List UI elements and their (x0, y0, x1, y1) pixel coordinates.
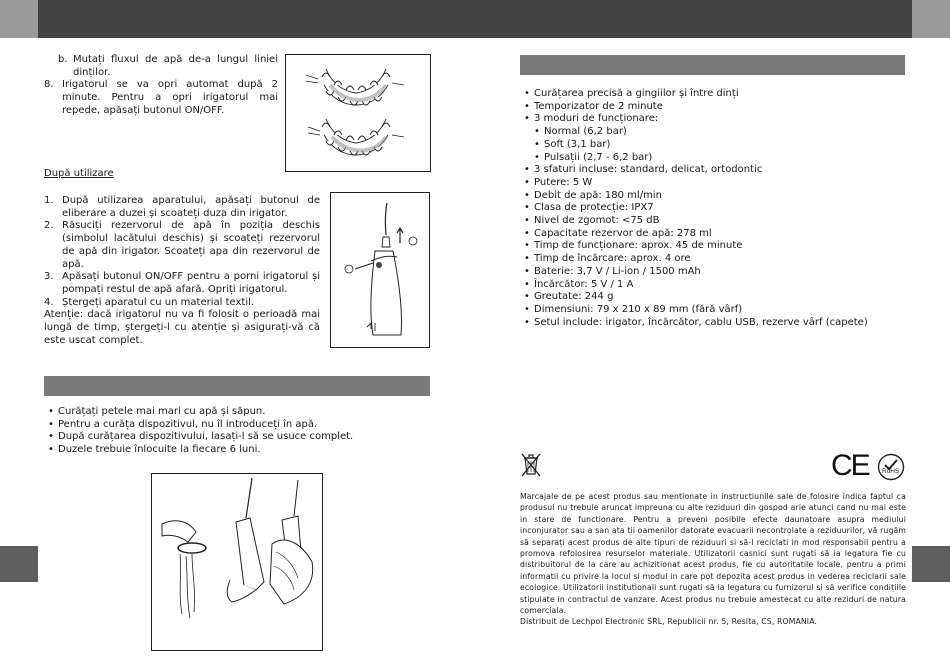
device-drawing (331, 193, 429, 347)
spec-item: • Încărcător: 5 V / 1 A (522, 279, 906, 292)
after-use-step-1: 1. După utilizarea aparatului, apăsați butonul de eliberare a duzei și scoateți duza din irigator. (44, 195, 320, 219)
step-8: 8. Irigatorul se va opri automat după 2 minute. Pentru a opri irigatorul mai repede, apăsați butonul ON/OFF. (44, 79, 278, 116)
after-use-steps (44, 195, 320, 347)
spec-item: • Dimensiuni: 79 x 210 x 89 mm (fără vârf) (522, 304, 906, 317)
disposal-text: Marcajale de pe acest produs sau mentionate in instructiunile sale de folosire indica faptul ca produsul nu trebuie aruncat impreuna cu alte reziduuri din gospod arie atunci cand nu mai este in stare de functionare. Pentru a preveni posibile efecte daunatoare asupra mediului inconjurator sau a san ata tii oamenilor datorate evacuarii necontrolate a reziduurilor, vă rugăm să separați acest produs de alte tipuri de reziduuri si să-l reciclati in mod responsabil pentru a promova refolosirea resurselor materiale. Utilizatorii casnici sunt rugati să ia legatura fie cu distribuitorul de la care au achizitionat acest produs, fie cu autoritatile locale, pentru a primi informatii cu privire la locul si modul in care pot depozita acest produs in vederea reciclarii sale ecologice. Utilizatorii institutionali sunt rugati să ia legatura cu furnizorul si să verifice condițiile stipulate in contractul de vanzare. Acest produs nu trebuie amestecat cu alte reziduri de natura comerciala. Distribuit de Lechpol Electronic SRL, Republicii nr. 5, Resita, CS, ROMANIA. (520, 492, 906, 627)
rohs-icon (877, 453, 905, 481)
spec-item: • Temporizator de 2 minute (522, 101, 906, 114)
step-b: b. Mutați fluxul de apă de-a lungul liniei dinților. (58, 54, 278, 78)
cleaning-item: • Curățați petele mai mari cu apă și săpun. (46, 406, 426, 419)
spec-item: • Greutate: 244 g (522, 291, 906, 304)
spec-item: • 3 sfaturi incluse: standard, delicat, ortodontic (522, 164, 906, 177)
header-tab-right (912, 0, 950, 38)
spec-item: • Capacitate rezervor de apă: 278 ml (522, 228, 906, 241)
teeth-drawing (286, 55, 430, 171)
teeth-illustration (285, 54, 431, 172)
cleaning-list (46, 406, 426, 457)
after-use-heading: După utilizare (44, 168, 114, 179)
device-illustration (330, 192, 430, 348)
cleaning-illustration (151, 473, 323, 651)
spec-item: • Debit de apă: 180 ml/min (522, 190, 906, 203)
spec-item: • Clasa de protecție: IPX7 (522, 202, 906, 215)
cleaning-drawing (152, 474, 322, 650)
spec-subitem: • Normal (6,2 bar) (522, 126, 906, 139)
specs-section-bar (520, 55, 905, 75)
page-tab-right (912, 546, 950, 582)
specs-list (522, 88, 906, 329)
distributor-text: Distribuit de Lechpol Electronic SRL, Republicii nr. 5, Resita, CS, ROMANIA. (520, 617, 818, 627)
spec-subitem: • Soft (3,1 bar) (522, 139, 906, 152)
spec-item: • Timp de încărcare: aprox. 4 ore (522, 253, 906, 266)
spec-item: • Setul include: irigator, încărcător, cablu USB, rezerve vârf (capete) (522, 317, 906, 330)
spec-item: • Baterie: 3,7 V / Li-ion / 1500 mAh (522, 266, 906, 279)
after-use-step-4: 4. Ștergeți aparatul cu un material textil. (44, 296, 255, 308)
cleaning-item: • Duzele trebuie înlocuite la fiecare 6 luni. (46, 444, 426, 457)
spec-item: • Timp de funcționare: aprox. 45 de minute (522, 240, 906, 253)
rohs-label: RoHS (882, 468, 900, 475)
spec-subitem: • Pulsații (2,7 - 6,2 bar) (522, 152, 906, 165)
weee-bin-icon (520, 452, 542, 478)
after-use-step-2: 2. Răsuciți rezervorul de apă în poziția deschis (simbolul lacătului deschis) și scoateți rezervorul de apă din irigator. Scoateți apa din rezervorul de apă. (44, 220, 320, 270)
steps-continued (44, 54, 278, 118)
header-tab-left (0, 0, 38, 38)
after-use-step-3: 3. Apăsați butonul ON/OFF pentru a porni irigatorul și pompați restul de apă afară. Opriți irigatorul. (44, 271, 320, 295)
warning-text: Atenție: dacă irigatorul nu va fi folosit o perioadă mai lungă de timp, ștergeți-l cu atenție și asigurați-vă că este uscat complet. (44, 309, 320, 346)
cleaning-item: • După curățarea dispozitivului, lasați-l să se usuce complet. (46, 431, 426, 444)
spec-item: • Putere: 5 W (522, 177, 906, 190)
page-tab-left (0, 546, 38, 582)
cleaning-section-bar (44, 376, 430, 396)
cleaning-item: • Pentru a curăța dispozitivul, nu îl introduceți în apă. (46, 419, 426, 432)
spec-item: • Nivel de zgomot: <75 dB (522, 215, 906, 228)
spec-item: • 3 moduri de funcționare: (522, 113, 906, 126)
spec-item: • Curățarea precisă a gingiilor și între dinți (522, 88, 906, 101)
ce-mark: CE (831, 449, 869, 482)
header-bar (0, 0, 950, 38)
